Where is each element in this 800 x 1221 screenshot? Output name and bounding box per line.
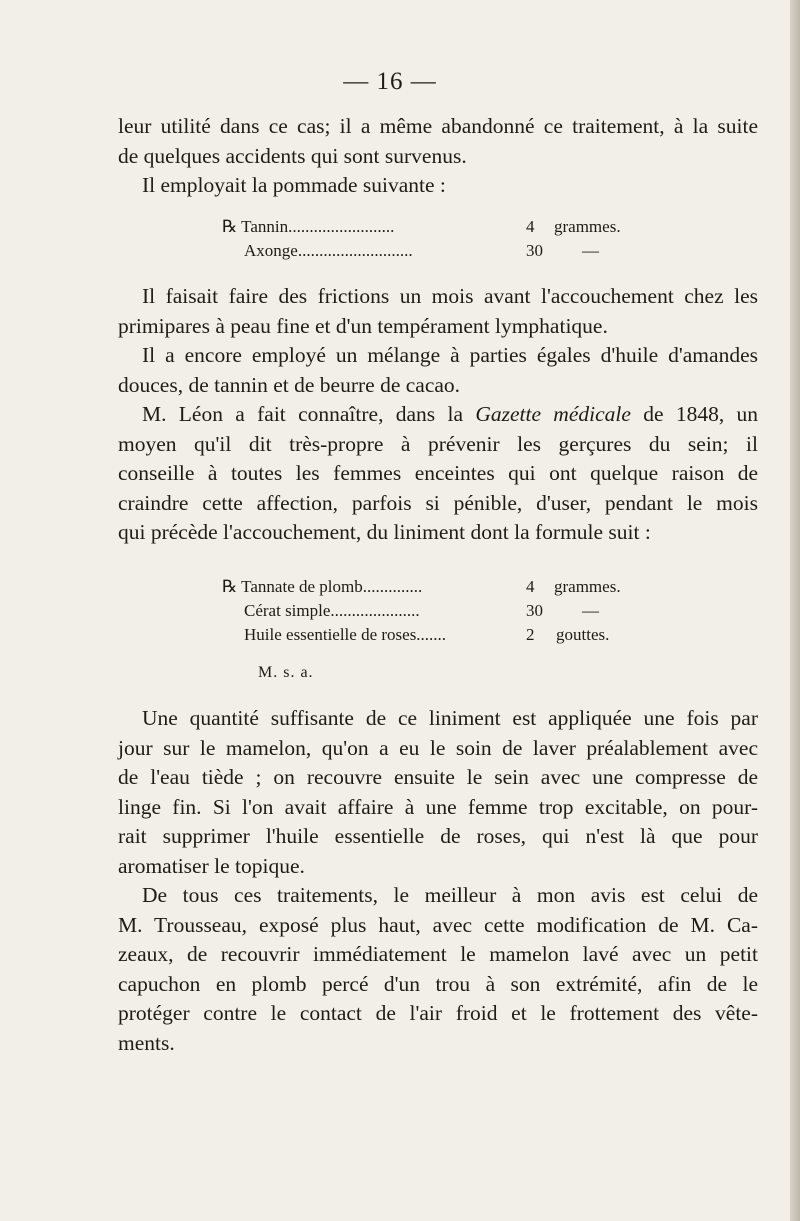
text-line: rait supprimer l'huile essentielle de roses, qui n'est là que pour xyxy=(118,824,758,848)
recipe-liniment xyxy=(0,577,780,649)
text-line: conseille à toutes les femmes enceintes qui ont quelque raison de xyxy=(118,461,758,485)
paragraph-7 xyxy=(118,881,758,1058)
ingredient-quantity: 4 xyxy=(526,577,535,596)
text-line: moyen qu'il dit très-propre à prévenir les gerçures du sein; il xyxy=(118,431,758,456)
ingredient-unit: gouttes. xyxy=(556,625,610,644)
recipe-row xyxy=(0,577,780,601)
ingredient-quantity: 4 xyxy=(526,217,535,236)
recipe-tannin xyxy=(0,217,780,265)
ingredient-quantity: 30 xyxy=(526,241,543,260)
ingredient-name: ℞ Tannin......................... xyxy=(222,217,395,236)
text-line: jour sur le mamelon, qu'on a eu le soin de laver préalablement avec xyxy=(118,735,758,760)
ingredient-unit: — xyxy=(582,241,599,260)
ingredient-quantity: 30 xyxy=(526,601,543,620)
paragraph-3 xyxy=(118,282,758,341)
text-line: De tous ces traitements, le meilleur à mon avis est celui de xyxy=(142,883,758,907)
text-line: Il employait la pommade suivante : xyxy=(142,173,446,197)
ingredient-unit: grammes. xyxy=(554,217,621,236)
recipe-row xyxy=(0,601,780,625)
text-line: M. Trousseau, exposé plus haut, avec cette modification de M. Ca- xyxy=(118,912,758,937)
recipe-row xyxy=(0,625,780,649)
text-line: aromatiser le topique. xyxy=(118,853,305,878)
paragraph-6 xyxy=(118,704,758,881)
text-line: linge fin. Si l'on avait affaire à une femme trop excitable, on pour- xyxy=(118,794,758,819)
paragraph-2 xyxy=(118,171,758,201)
text-line: Il faisait faire des frictions un mois avant l'accouchement chez les xyxy=(142,284,758,308)
journal-title: Gazette médicale xyxy=(475,402,631,426)
text-line xyxy=(118,400,758,430)
text-line: Une quantité suffisante de ce liniment est appliquée une fois par xyxy=(142,706,758,730)
ingredient-quantity: 2 xyxy=(526,625,535,644)
paragraph-5 xyxy=(118,400,758,548)
text-line: de l'eau tiède ; on recouvre ensuite le sein avec une compresse de xyxy=(118,765,758,789)
recipe-abbreviation: M. s. a. xyxy=(258,664,314,681)
text-segment: M. Léon a fait connaître, dans la xyxy=(142,402,463,426)
text-line: craindre cette affection, parfois si pénible, d'user, pendant le mois xyxy=(118,490,758,515)
text-line: protéger contre le contact de l'air froid et le frottement des vête- xyxy=(118,1001,758,1025)
text-line: qui précède l'accouchement, du liniment dont la formule suit : xyxy=(118,520,651,544)
text-line: zeaux, de recouvrir immédiatement le mamelon lavé avec un petit xyxy=(118,942,758,966)
page-edge xyxy=(790,0,800,1221)
text-line: Il a encore employé un mélange à parties égales d'huile d'amandes xyxy=(142,343,758,367)
text-line: leur utilité dans ce cas; il a même abandonné ce traitement, à la suite xyxy=(118,114,758,138)
text-line: ments. xyxy=(118,1030,175,1055)
text-line: de quelques accidents qui sont survenus. xyxy=(118,143,467,168)
ingredient-name: ℞ Tannate de plomb.............. xyxy=(222,577,423,596)
page-number: — 16 — xyxy=(343,68,437,95)
text-line: primipares à peau fine et d'un tempérament lymphatique. xyxy=(118,313,608,338)
recipe-row xyxy=(0,241,780,265)
ingredient-name: Axonge........................... xyxy=(244,241,413,260)
text-line: douces, de tannin et de beurre de cacao. xyxy=(118,372,461,397)
text-segment: de 1848, un xyxy=(643,402,759,426)
ingredient-unit: — xyxy=(582,601,599,620)
ingredient-unit: grammes. xyxy=(554,577,621,596)
recipe-row xyxy=(0,217,780,241)
ingredient-name: Cérat simple..................... xyxy=(244,601,420,620)
paragraph-4 xyxy=(118,341,758,400)
text-line: capuchon en plomb percé d'un trou à son extrémité, afin de le xyxy=(118,971,758,996)
paragraph-1 xyxy=(118,112,758,171)
ingredient-name: Huile essentielle de roses....... xyxy=(244,625,447,644)
